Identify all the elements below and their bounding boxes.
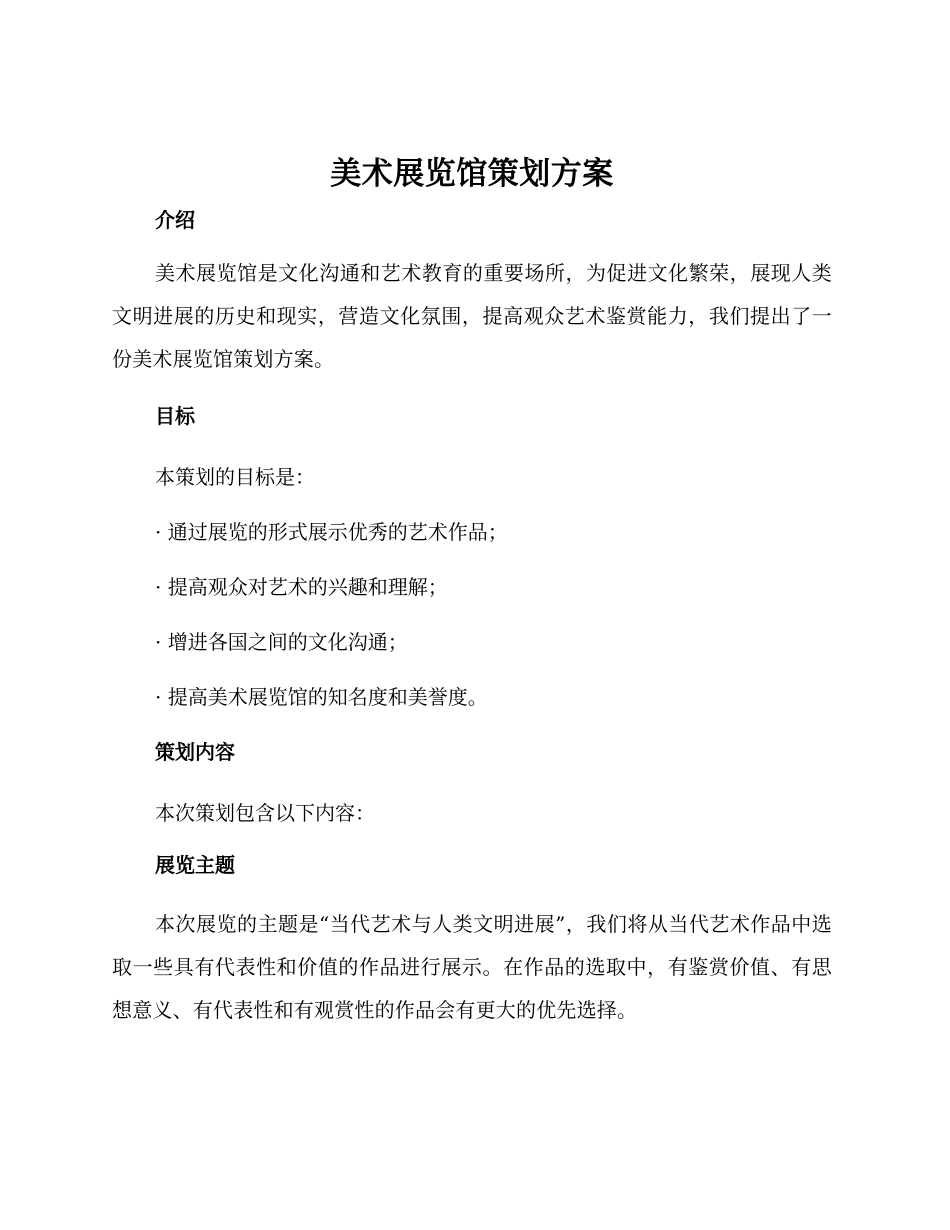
- goal-item: · 通过展览的形式展示优秀的艺术作品；: [155, 520, 508, 544]
- heading-exhibition-theme: 展览主题: [155, 853, 235, 877]
- content-lead: 本次策划包含以下内容：: [155, 801, 375, 825]
- document-body: [112, 148, 832, 1032]
- theme-paragraph: 本次展览的主题是“当代艺术与人类文明进展”，我们将从当代艺术作品中选取一些具有代表性和价值的作品进行展示。在作品的选取中，有鉴赏价值、有思想意义、有代表性和有观赏性的作品会有更大的优先选择。: [112, 912, 832, 1022]
- goal-item: · 提高美术展览馆的知名度和美誉度。: [155, 685, 488, 709]
- heading-intro: 介绍: [155, 208, 195, 232]
- goal-item: · 提高观众对艺术的兴趣和理解；: [155, 575, 448, 599]
- goals-lead: 本策划的目标是：: [155, 465, 315, 489]
- heading-plan-content: 策划内容: [155, 740, 235, 764]
- document-title: 美术展览馆策划方案: [330, 156, 614, 192]
- intro-paragraph: 美术展览馆是文化沟通和艺术教育的重要场所，为促进文化繁荣，展现人类文明进展的历史和现实，营造文化氛围，提高观众艺术鉴赏能力，我们提出了一份美术展览馆策划方案。: [112, 261, 832, 371]
- goal-item: · 增进各国之间的文化沟通；: [155, 630, 408, 654]
- heading-goals: 目标: [155, 404, 195, 428]
